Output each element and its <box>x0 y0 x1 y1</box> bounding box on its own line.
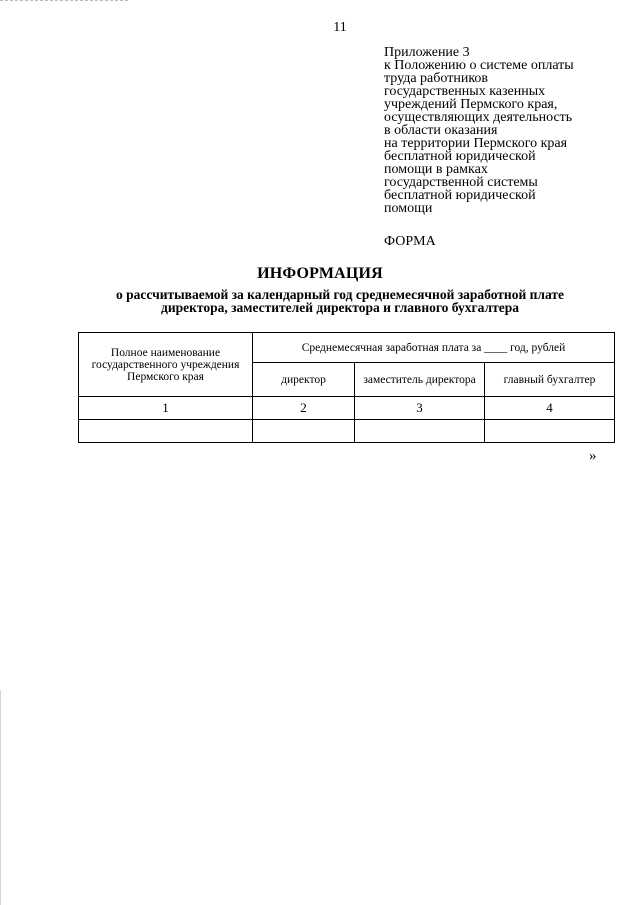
appendix-line: труда работников <box>384 71 489 86</box>
table-row <box>79 420 615 443</box>
appendix-line: к Положению о системе оплаты <box>384 58 574 73</box>
appendix-note <box>384 46 624 215</box>
column-number-cell: 4 <box>485 397 615 420</box>
header-director: директор <box>253 363 355 397</box>
appendix-line: учреждений Пермского края, <box>384 97 558 112</box>
column-number-cell: 1 <box>79 397 253 420</box>
salary-info-table <box>78 332 615 443</box>
column-number-cell: 2 <box>253 397 355 420</box>
appendix-line: на территории Пермского края <box>384 136 568 151</box>
empty-cell <box>355 420 485 443</box>
page-number: 11 <box>333 20 347 35</box>
column-number-cell: 3 <box>355 397 485 420</box>
appendix-line: государственной системы <box>384 175 538 190</box>
table-column-numbers-row <box>79 397 615 420</box>
appendix-line: помощи <box>384 201 433 216</box>
empty-cell <box>253 420 355 443</box>
scan-artifact-left <box>0 690 2 905</box>
document-subtitle <box>0 288 640 314</box>
appendix-line: Приложение 3 <box>384 45 470 60</box>
closing-quote: » <box>589 448 597 464</box>
empty-cell <box>79 420 253 443</box>
empty-cell <box>485 420 615 443</box>
header-deputy-director: заместитель директора <box>355 363 485 397</box>
table-header-row <box>79 333 615 363</box>
header-institution-name: Полное наименование государственного учреждения Пермского края <box>79 333 253 397</box>
appendix-line: государственных казенных <box>384 84 546 99</box>
appendix-line: бесплатной юридической <box>384 149 536 164</box>
document-title: ИНФОРМАЦИЯ <box>257 265 383 282</box>
appendix-line: помощи в рамках <box>384 162 488 177</box>
appendix-line: осуществляющих деятельность <box>384 110 573 125</box>
subtitle-line-2: директора, заместителей директора и главного бухгалтера <box>161 300 519 315</box>
form-label: ФОРМА <box>384 234 436 249</box>
appendix-line: бесплатной юридической <box>384 188 536 203</box>
subtitle-line-1: о рассчитываемой за календарный год среднемесячной заработной плате <box>116 287 564 302</box>
header-average-salary: Среднемесячная заработная плата за ____ год, рублей <box>253 333 615 363</box>
header-chief-accountant: главный бухгалтер <box>485 363 615 397</box>
scan-artifact-top <box>0 0 128 2</box>
appendix-line: в области оказания <box>384 123 498 138</box>
